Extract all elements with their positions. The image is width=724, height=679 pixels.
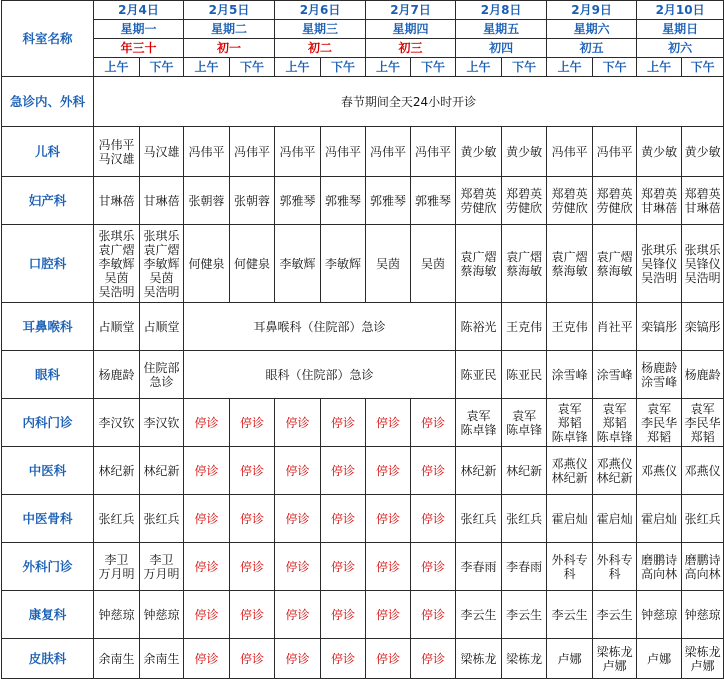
doctor-cell: 李敏辉 — [275, 225, 321, 303]
doctor-cell: 郭雅琴 — [321, 177, 366, 225]
doctor-cell: 吴茵 — [366, 225, 411, 303]
doctor-cell: 李云生 — [456, 591, 502, 639]
doctor-cell: 袁军 郑韬 陈卓锋 — [593, 399, 637, 447]
afternoon-label: 下午 — [230, 58, 275, 77]
doctor-cell: 张琪乐 吴锋仪 吴浩明 — [637, 225, 682, 303]
doctor-cell: 张琪乐 袁广熠 李敏辉 吴茵 吴浩明 — [140, 225, 184, 303]
morning-label: 上午 — [94, 58, 140, 77]
morning-label: 上午 — [456, 58, 502, 77]
doctor-cell: 涂雪峰 — [547, 351, 593, 399]
doctor-cell: 住院部 急诊 — [140, 351, 184, 399]
merged-note-cell: 眼科（住院部）急诊 — [184, 351, 456, 399]
morning-label: 上午 — [547, 58, 593, 77]
lunar-row — [2, 39, 724, 58]
doctor-cell: 何健泉 — [184, 225, 230, 303]
doctor-cell: 栾镐彤 — [637, 303, 682, 351]
closed-status: 停诊 — [321, 591, 366, 639]
closed-status: 停诊 — [184, 399, 230, 447]
closed-status: 停诊 — [275, 399, 321, 447]
weekday-cell: 星期四 — [366, 20, 456, 39]
merged-note-cell: 耳鼻喉科（住院部）急诊 — [184, 303, 456, 351]
doctor-cell: 杨鹿龄 — [682, 351, 724, 399]
doctor-cell: 邓燕仪 林纪新 — [593, 447, 637, 495]
closed-status: 停诊 — [230, 399, 275, 447]
closed-status: 停诊 — [366, 543, 411, 591]
doctor-cell: 张朝蓉 — [184, 177, 230, 225]
morning-label: 上午 — [637, 58, 682, 77]
closed-status: 停诊 — [184, 447, 230, 495]
lunar-date-cell: 初三 — [366, 39, 456, 58]
doctor-cell: 张琪乐 袁广熠 李敏辉 吴茵 吴浩明 — [94, 225, 140, 303]
afternoon-label: 下午 — [411, 58, 456, 77]
doctor-cell: 王克伟 — [502, 303, 547, 351]
doctor-cell: 冯伟平 — [230, 127, 275, 177]
department-name: 外科门诊 — [2, 543, 94, 591]
lunar-date-cell: 初四 — [456, 39, 547, 58]
doctor-cell: 李卫 万月明 — [140, 543, 184, 591]
doctor-cell: 张红兵 — [456, 495, 502, 543]
doctor-cell: 陈亚民 — [456, 351, 502, 399]
doctor-cell: 甘琳蓓 — [94, 177, 140, 225]
department-row — [2, 447, 724, 495]
doctor-cell: 外科专 科 — [547, 543, 593, 591]
doctor-cell: 张琪乐 吴锋仪 吴浩明 — [682, 225, 724, 303]
weekday-cell: 星期六 — [547, 20, 637, 39]
lunar-date-cell: 初一 — [184, 39, 275, 58]
closed-status: 停诊 — [230, 495, 275, 543]
department-name: 皮肤科 — [2, 639, 94, 679]
doctor-cell: 钟慈琼 — [140, 591, 184, 639]
doctor-cell: 张朝蓉 — [230, 177, 275, 225]
date-cell: 2月8日 — [456, 1, 547, 20]
dept-header: 科室名称 — [2, 1, 94, 77]
ampm-row — [2, 58, 724, 77]
doctor-cell: 栾镐彤 — [682, 303, 724, 351]
doctor-cell: 袁军 李民华 郑韬 — [682, 399, 724, 447]
doctor-cell: 冯伟平 — [275, 127, 321, 177]
closed-status: 停诊 — [321, 447, 366, 495]
doctor-cell: 李春雨 — [456, 543, 502, 591]
closed-status: 停诊 — [321, 495, 366, 543]
doctor-cell: 袁广熠 蔡海敏 — [593, 225, 637, 303]
doctor-cell: 陈亚民 — [502, 351, 547, 399]
doctor-cell: 余南生 — [140, 639, 184, 679]
doctor-cell: 林纪新 — [94, 447, 140, 495]
doctor-cell: 杨鹿龄 — [94, 351, 140, 399]
department-name: 耳鼻喉科 — [2, 303, 94, 351]
doctor-cell: 袁军 陈卓锋 — [502, 399, 547, 447]
weekday-cell: 星期二 — [184, 20, 275, 39]
doctor-cell: 甘琳蓓 — [140, 177, 184, 225]
doctor-cell: 霍启灿 — [637, 495, 682, 543]
department-name: 中医科 — [2, 447, 94, 495]
department-name: 儿科 — [2, 127, 94, 177]
doctor-cell: 黄少敏 — [502, 127, 547, 177]
closed-status: 停诊 — [275, 639, 321, 679]
doctor-cell: 袁军 陈卓锋 — [456, 399, 502, 447]
closed-status: 停诊 — [411, 495, 456, 543]
doctor-cell: 冯伟平 — [184, 127, 230, 177]
closed-status: 停诊 — [184, 591, 230, 639]
weekday-cell: 星期日 — [637, 20, 724, 39]
weekday-cell: 星期三 — [275, 20, 366, 39]
closed-status: 停诊 — [321, 543, 366, 591]
doctor-cell: 冯伟平 — [411, 127, 456, 177]
department-row — [2, 495, 724, 543]
doctor-cell: 陈裕光 — [456, 303, 502, 351]
weekday-cell: 星期五 — [456, 20, 547, 39]
department-name: 口腔科 — [2, 225, 94, 303]
morning-label: 上午 — [275, 58, 321, 77]
closed-status: 停诊 — [366, 591, 411, 639]
closed-status: 停诊 — [275, 447, 321, 495]
lunar-date-cell: 初二 — [275, 39, 366, 58]
doctor-cell: 郑碧英 劳健欣 — [456, 177, 502, 225]
doctor-cell: 李云生 — [547, 591, 593, 639]
doctor-cell: 郑碧英 甘琳蓓 — [637, 177, 682, 225]
doctor-cell: 郑碧英 甘琳蓓 — [682, 177, 724, 225]
schedule-body — [2, 1, 724, 679]
closed-status: 停诊 — [230, 447, 275, 495]
closed-status: 停诊 — [411, 591, 456, 639]
closed-status: 停诊 — [184, 495, 230, 543]
doctor-cell: 袁广熠 蔡海敏 — [502, 225, 547, 303]
morning-label: 上午 — [366, 58, 411, 77]
doctor-cell: 冯伟平 马汉雄 — [94, 127, 140, 177]
doctor-cell: 马汉雄 — [140, 127, 184, 177]
lunar-date-cell: 年三十 — [94, 39, 184, 58]
doctor-cell: 梁栋龙 — [502, 639, 547, 679]
afternoon-label: 下午 — [502, 58, 547, 77]
doctor-cell: 邓燕仪 — [637, 447, 682, 495]
department-name: 中医骨科 — [2, 495, 94, 543]
doctor-cell: 磨鹏诗 高向林 — [637, 543, 682, 591]
closed-status: 停诊 — [321, 639, 366, 679]
closed-status: 停诊 — [411, 639, 456, 679]
afternoon-label: 下午 — [593, 58, 637, 77]
doctor-cell: 冯伟平 — [547, 127, 593, 177]
doctor-cell: 冯伟平 — [321, 127, 366, 177]
date-row — [2, 1, 724, 20]
doctor-cell: 李汉钦 — [140, 399, 184, 447]
doctor-cell: 王克伟 — [547, 303, 593, 351]
department-name: 康复科 — [2, 591, 94, 639]
department-row — [2, 543, 724, 591]
doctor-cell: 何健泉 — [230, 225, 275, 303]
doctor-cell: 黄少敏 — [456, 127, 502, 177]
doctor-cell: 张红兵 — [94, 495, 140, 543]
lunar-date-cell: 初五 — [547, 39, 637, 58]
doctor-cell: 卢娜 — [547, 639, 593, 679]
doctor-cell: 张红兵 — [140, 495, 184, 543]
closed-status: 停诊 — [321, 399, 366, 447]
closed-status: 停诊 — [275, 495, 321, 543]
doctor-cell: 梁栋龙 卢娜 — [682, 639, 724, 679]
doctor-cell: 占顺堂 — [94, 303, 140, 351]
date-cell: 2月9日 — [547, 1, 637, 20]
doctor-cell: 袁军 李民华 郑韬 — [637, 399, 682, 447]
department-row — [2, 177, 724, 225]
department-row — [2, 77, 724, 127]
department-name: 眼科 — [2, 351, 94, 399]
department-row — [2, 303, 724, 351]
doctor-cell: 郭雅琴 — [275, 177, 321, 225]
date-cell: 2月5日 — [184, 1, 275, 20]
doctor-cell: 林纪新 — [502, 447, 547, 495]
weekday-cell: 星期一 — [94, 20, 184, 39]
doctor-cell: 郭雅琴 — [366, 177, 411, 225]
doctor-cell: 郑碧英 劳健欣 — [502, 177, 547, 225]
closed-status: 停诊 — [275, 543, 321, 591]
closed-status: 停诊 — [275, 591, 321, 639]
closed-status: 停诊 — [230, 591, 275, 639]
department-row — [2, 591, 724, 639]
doctor-cell: 冯伟平 — [366, 127, 411, 177]
afternoon-label: 下午 — [682, 58, 724, 77]
holiday-schedule-table — [1, 0, 724, 679]
closed-status: 停诊 — [411, 447, 456, 495]
doctor-cell: 邓燕仪 — [682, 447, 724, 495]
doctor-cell: 梁栋龙 卢娜 — [593, 639, 637, 679]
lunar-date-cell: 初六 — [637, 39, 724, 58]
closed-status: 停诊 — [366, 639, 411, 679]
closed-status: 停诊 — [366, 447, 411, 495]
doctor-cell: 李春雨 — [502, 543, 547, 591]
closed-status: 停诊 — [411, 399, 456, 447]
closed-status: 停诊 — [366, 399, 411, 447]
doctor-cell: 李汉钦 — [94, 399, 140, 447]
date-cell: 2月6日 — [275, 1, 366, 20]
doctor-cell: 占顺堂 — [140, 303, 184, 351]
department-name: 急诊内、外科 — [2, 77, 94, 127]
doctor-cell: 邓燕仪 林纪新 — [547, 447, 593, 495]
doctor-cell: 李卫 万月明 — [94, 543, 140, 591]
doctor-cell: 霍启灿 — [593, 495, 637, 543]
department-name: 内科门诊 — [2, 399, 94, 447]
closed-status: 停诊 — [184, 639, 230, 679]
closed-status: 停诊 — [366, 495, 411, 543]
closed-status: 停诊 — [230, 543, 275, 591]
doctor-cell: 郑碧英 劳健欣 — [547, 177, 593, 225]
doctor-cell: 袁广熠 蔡海敏 — [547, 225, 593, 303]
doctor-cell: 袁军 郑韬 陈卓锋 — [547, 399, 593, 447]
date-cell: 2月4日 — [94, 1, 184, 20]
doctor-cell: 郑碧英 劳健欣 — [593, 177, 637, 225]
doctor-cell: 林纪新 — [140, 447, 184, 495]
doctor-cell: 钟慈琼 — [637, 591, 682, 639]
department-row — [2, 351, 724, 399]
closed-status: 停诊 — [411, 543, 456, 591]
doctor-cell: 外科专 科 — [593, 543, 637, 591]
doctor-cell: 磨鹏诗 高向林 — [682, 543, 724, 591]
doctor-cell: 李敏辉 — [321, 225, 366, 303]
afternoon-label: 下午 — [321, 58, 366, 77]
weekday-row — [2, 20, 724, 39]
doctor-cell: 余南生 — [94, 639, 140, 679]
doctor-cell: 黄少敏 — [637, 127, 682, 177]
doctor-cell: 卢娜 — [637, 639, 682, 679]
doctor-cell: 霍启灿 — [547, 495, 593, 543]
doctor-cell: 钟慈琼 — [682, 591, 724, 639]
merged-note-cell: 春节期间全天24小时开诊 — [94, 77, 724, 127]
date-cell: 2月7日 — [366, 1, 456, 20]
department-row — [2, 127, 724, 177]
closed-status: 停诊 — [184, 543, 230, 591]
closed-status: 停诊 — [230, 639, 275, 679]
department-row — [2, 225, 724, 303]
doctor-cell: 钟慈琼 — [94, 591, 140, 639]
doctor-cell: 李云生 — [502, 591, 547, 639]
afternoon-label: 下午 — [140, 58, 184, 77]
doctor-cell: 林纪新 — [456, 447, 502, 495]
department-row — [2, 639, 724, 679]
doctor-cell: 袁广熠 蔡海敏 — [456, 225, 502, 303]
doctor-cell: 杨鹿龄 涂雪峰 — [637, 351, 682, 399]
doctor-cell: 冯伟平 — [593, 127, 637, 177]
morning-label: 上午 — [184, 58, 230, 77]
doctor-cell: 涂雪峰 — [593, 351, 637, 399]
doctor-cell: 吴茵 — [411, 225, 456, 303]
doctor-cell: 梁栋龙 — [456, 639, 502, 679]
date-cell: 2月10日 — [637, 1, 724, 20]
department-row — [2, 399, 724, 447]
doctor-cell: 张红兵 — [502, 495, 547, 543]
department-name: 妇产科 — [2, 177, 94, 225]
doctor-cell: 郭雅琴 — [411, 177, 456, 225]
doctor-cell: 黄少敏 — [682, 127, 724, 177]
doctor-cell: 张红兵 — [682, 495, 724, 543]
doctor-cell: 李云生 — [593, 591, 637, 639]
doctor-cell: 肖社平 — [593, 303, 637, 351]
